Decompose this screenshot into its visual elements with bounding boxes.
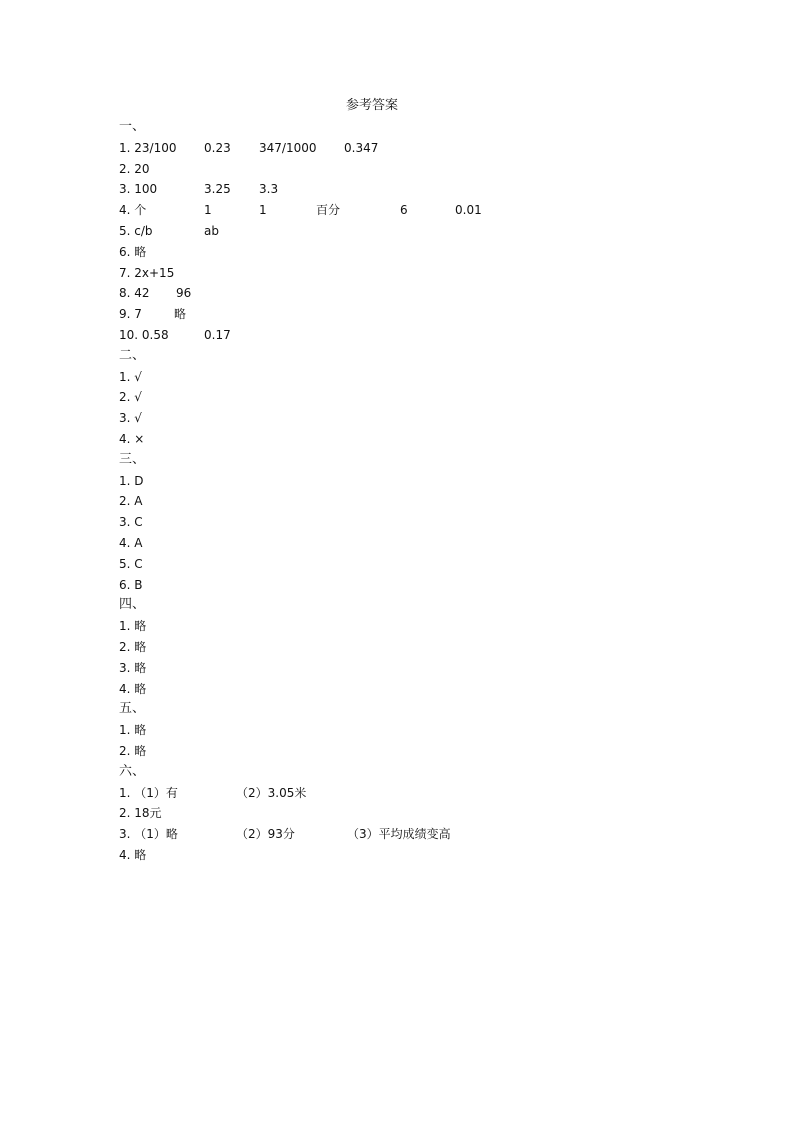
answer-value: 百分 xyxy=(316,203,341,218)
answer-line xyxy=(119,325,719,346)
answer-label: 3. 略 xyxy=(119,660,147,675)
answer-label: 4. 个 xyxy=(119,203,147,218)
answer-value: 1 xyxy=(259,203,267,218)
answer-line xyxy=(119,159,719,180)
answer-value: （2）93分 xyxy=(236,827,295,842)
section-heading xyxy=(119,762,719,783)
answer-value: 0.23 xyxy=(204,140,231,155)
answer-value: （3）平均成绩变高 xyxy=(347,827,451,842)
answer-line xyxy=(119,720,719,741)
answer-label: 7. 2x+15 xyxy=(119,265,175,280)
section-heading xyxy=(119,346,719,367)
answer-label: 3. C xyxy=(119,515,143,530)
answer-line xyxy=(119,304,719,325)
answer-label: 六、 xyxy=(119,763,146,779)
answer-label: 1. D xyxy=(119,473,144,488)
answer-label: 6. B xyxy=(119,577,143,592)
answer-line xyxy=(119,845,719,866)
answer-label: 1. （1）有 xyxy=(119,785,178,800)
section-heading xyxy=(119,450,719,471)
answer-label: 3. （1）略 xyxy=(119,827,178,842)
answer-value: 略 xyxy=(174,307,187,322)
answer-label: 五、 xyxy=(119,701,146,717)
answer-label: 4. 略 xyxy=(119,681,147,696)
page-title: 参考答案 xyxy=(345,98,398,113)
answer-value: ab xyxy=(204,223,219,238)
answer-line xyxy=(119,783,719,804)
section-heading xyxy=(119,699,719,720)
answer-line xyxy=(119,263,719,284)
answer-line xyxy=(119,138,719,159)
answer-line xyxy=(119,554,719,575)
answer-line xyxy=(119,512,719,533)
answer-line xyxy=(119,200,719,221)
answer-line xyxy=(119,387,719,408)
answer-label: 2. 略 xyxy=(119,639,147,654)
answer-label: 4. 略 xyxy=(119,847,147,862)
answer-line xyxy=(119,283,719,304)
answer-line xyxy=(119,803,719,824)
answer-label: 5. C xyxy=(119,556,143,571)
answer-value: 3.25 xyxy=(204,182,231,197)
section-heading xyxy=(119,595,719,616)
answer-label: 9. 7 xyxy=(119,307,142,322)
answer-value: 3.3 xyxy=(259,182,279,197)
answer-label: 二、 xyxy=(119,347,146,363)
answer-label: 2. √ xyxy=(119,390,142,405)
answer-value: 0.01 xyxy=(455,203,482,218)
answer-label: 10. 0.58 xyxy=(119,327,169,342)
answer-line xyxy=(119,575,719,596)
answer-line xyxy=(119,242,719,263)
answer-label: 5. c/b xyxy=(119,223,153,238)
answer-line xyxy=(119,471,719,492)
answer-label: 一、 xyxy=(119,119,146,134)
answer-line xyxy=(119,367,719,388)
answer-line xyxy=(119,408,719,429)
answer-label: 三、 xyxy=(119,451,146,467)
answer-value: 6 xyxy=(400,203,408,218)
answer-line xyxy=(119,429,719,450)
answer-value: 0.347 xyxy=(344,140,379,155)
section-heading xyxy=(119,117,719,138)
answer-label: 1. √ xyxy=(119,369,142,384)
answer-value: （2）3.05米 xyxy=(236,785,307,800)
answer-line xyxy=(119,616,719,637)
answer-line xyxy=(119,679,719,700)
answer-line xyxy=(119,824,719,845)
answer-label: 2. 20 xyxy=(119,161,150,176)
answer-label: 1. 23/100 xyxy=(119,140,177,155)
answer-label: 3. √ xyxy=(119,411,142,426)
answer-label: 6. 略 xyxy=(119,244,147,259)
answer-line xyxy=(119,221,719,242)
answer-line xyxy=(119,179,719,200)
answer-label: 8. 42 xyxy=(119,286,150,301)
answer-line xyxy=(119,491,719,512)
answer-label: 2. 略 xyxy=(119,743,147,758)
answer-value: 347/1000 xyxy=(259,140,317,155)
answer-value: 0.17 xyxy=(204,327,231,342)
answer-label: 1. 略 xyxy=(119,619,147,634)
answer-label: 2. A xyxy=(119,494,143,509)
answer-line xyxy=(119,637,719,658)
answer-label: 4. A xyxy=(119,535,143,550)
answer-label: 1. 略 xyxy=(119,723,147,738)
answer-label: 3. 100 xyxy=(119,182,158,197)
answer-label: 4. × xyxy=(119,431,145,446)
answer-label: 四、 xyxy=(119,597,146,613)
answer-value: 96 xyxy=(176,286,192,301)
answer-list xyxy=(119,117,719,866)
answer-value: 1 xyxy=(204,203,212,218)
answer-line xyxy=(119,533,719,554)
answer-line xyxy=(119,658,719,679)
answer-line xyxy=(119,741,719,762)
answer-label: 2. 18元 xyxy=(119,806,162,821)
